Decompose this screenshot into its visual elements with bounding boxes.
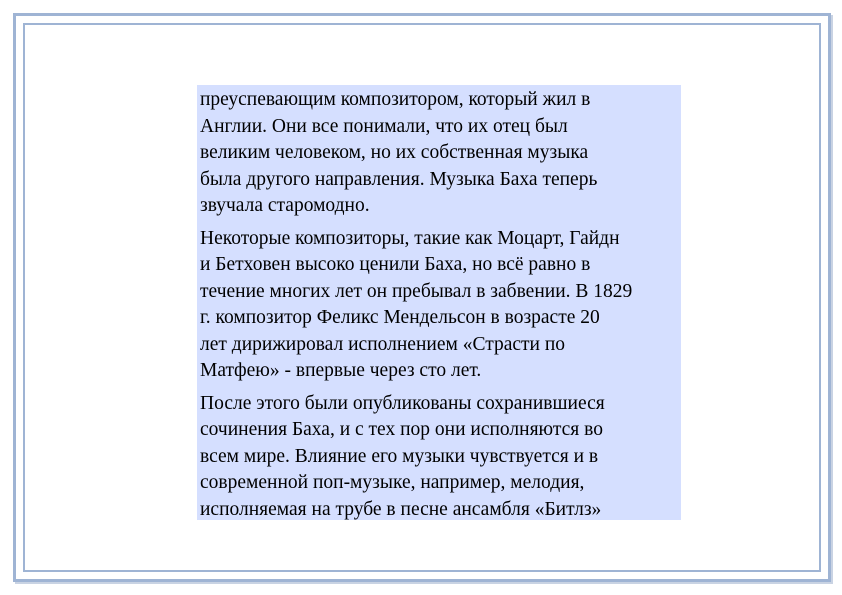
paragraph-2: Некоторые композиторы, такие как Моцарт, Гайдн и Бетховен высоко ценили Баха, но всё равно в течение многих лет он пребывал в забвении. В 1829 г. композитор Феликс Мендельсон в возрасте 20 лет дирижировал исполнением «Страсти по Матфею» - впервые через сто лет.: [200, 227, 633, 381]
paragraph-3: После этого были опубликованы сохранившиеся сочинения Баха, и с тех пор они исполняются во всем мире. Влияние его музыки чувствуется и в современной поп-музыке, например, мелодия, исполняемая на трубе в песне ансамбля «Битлз»: [200, 392, 605, 520]
paragraph-1: преуспевающим композитором, который жил в Англии. Они все понимали, что их отец был великим человеком, но их собственная музыка была другого направления. Музыка Баха теперь звучала старомодно.: [200, 89, 598, 216]
slide-text-block: [197, 85, 681, 520]
